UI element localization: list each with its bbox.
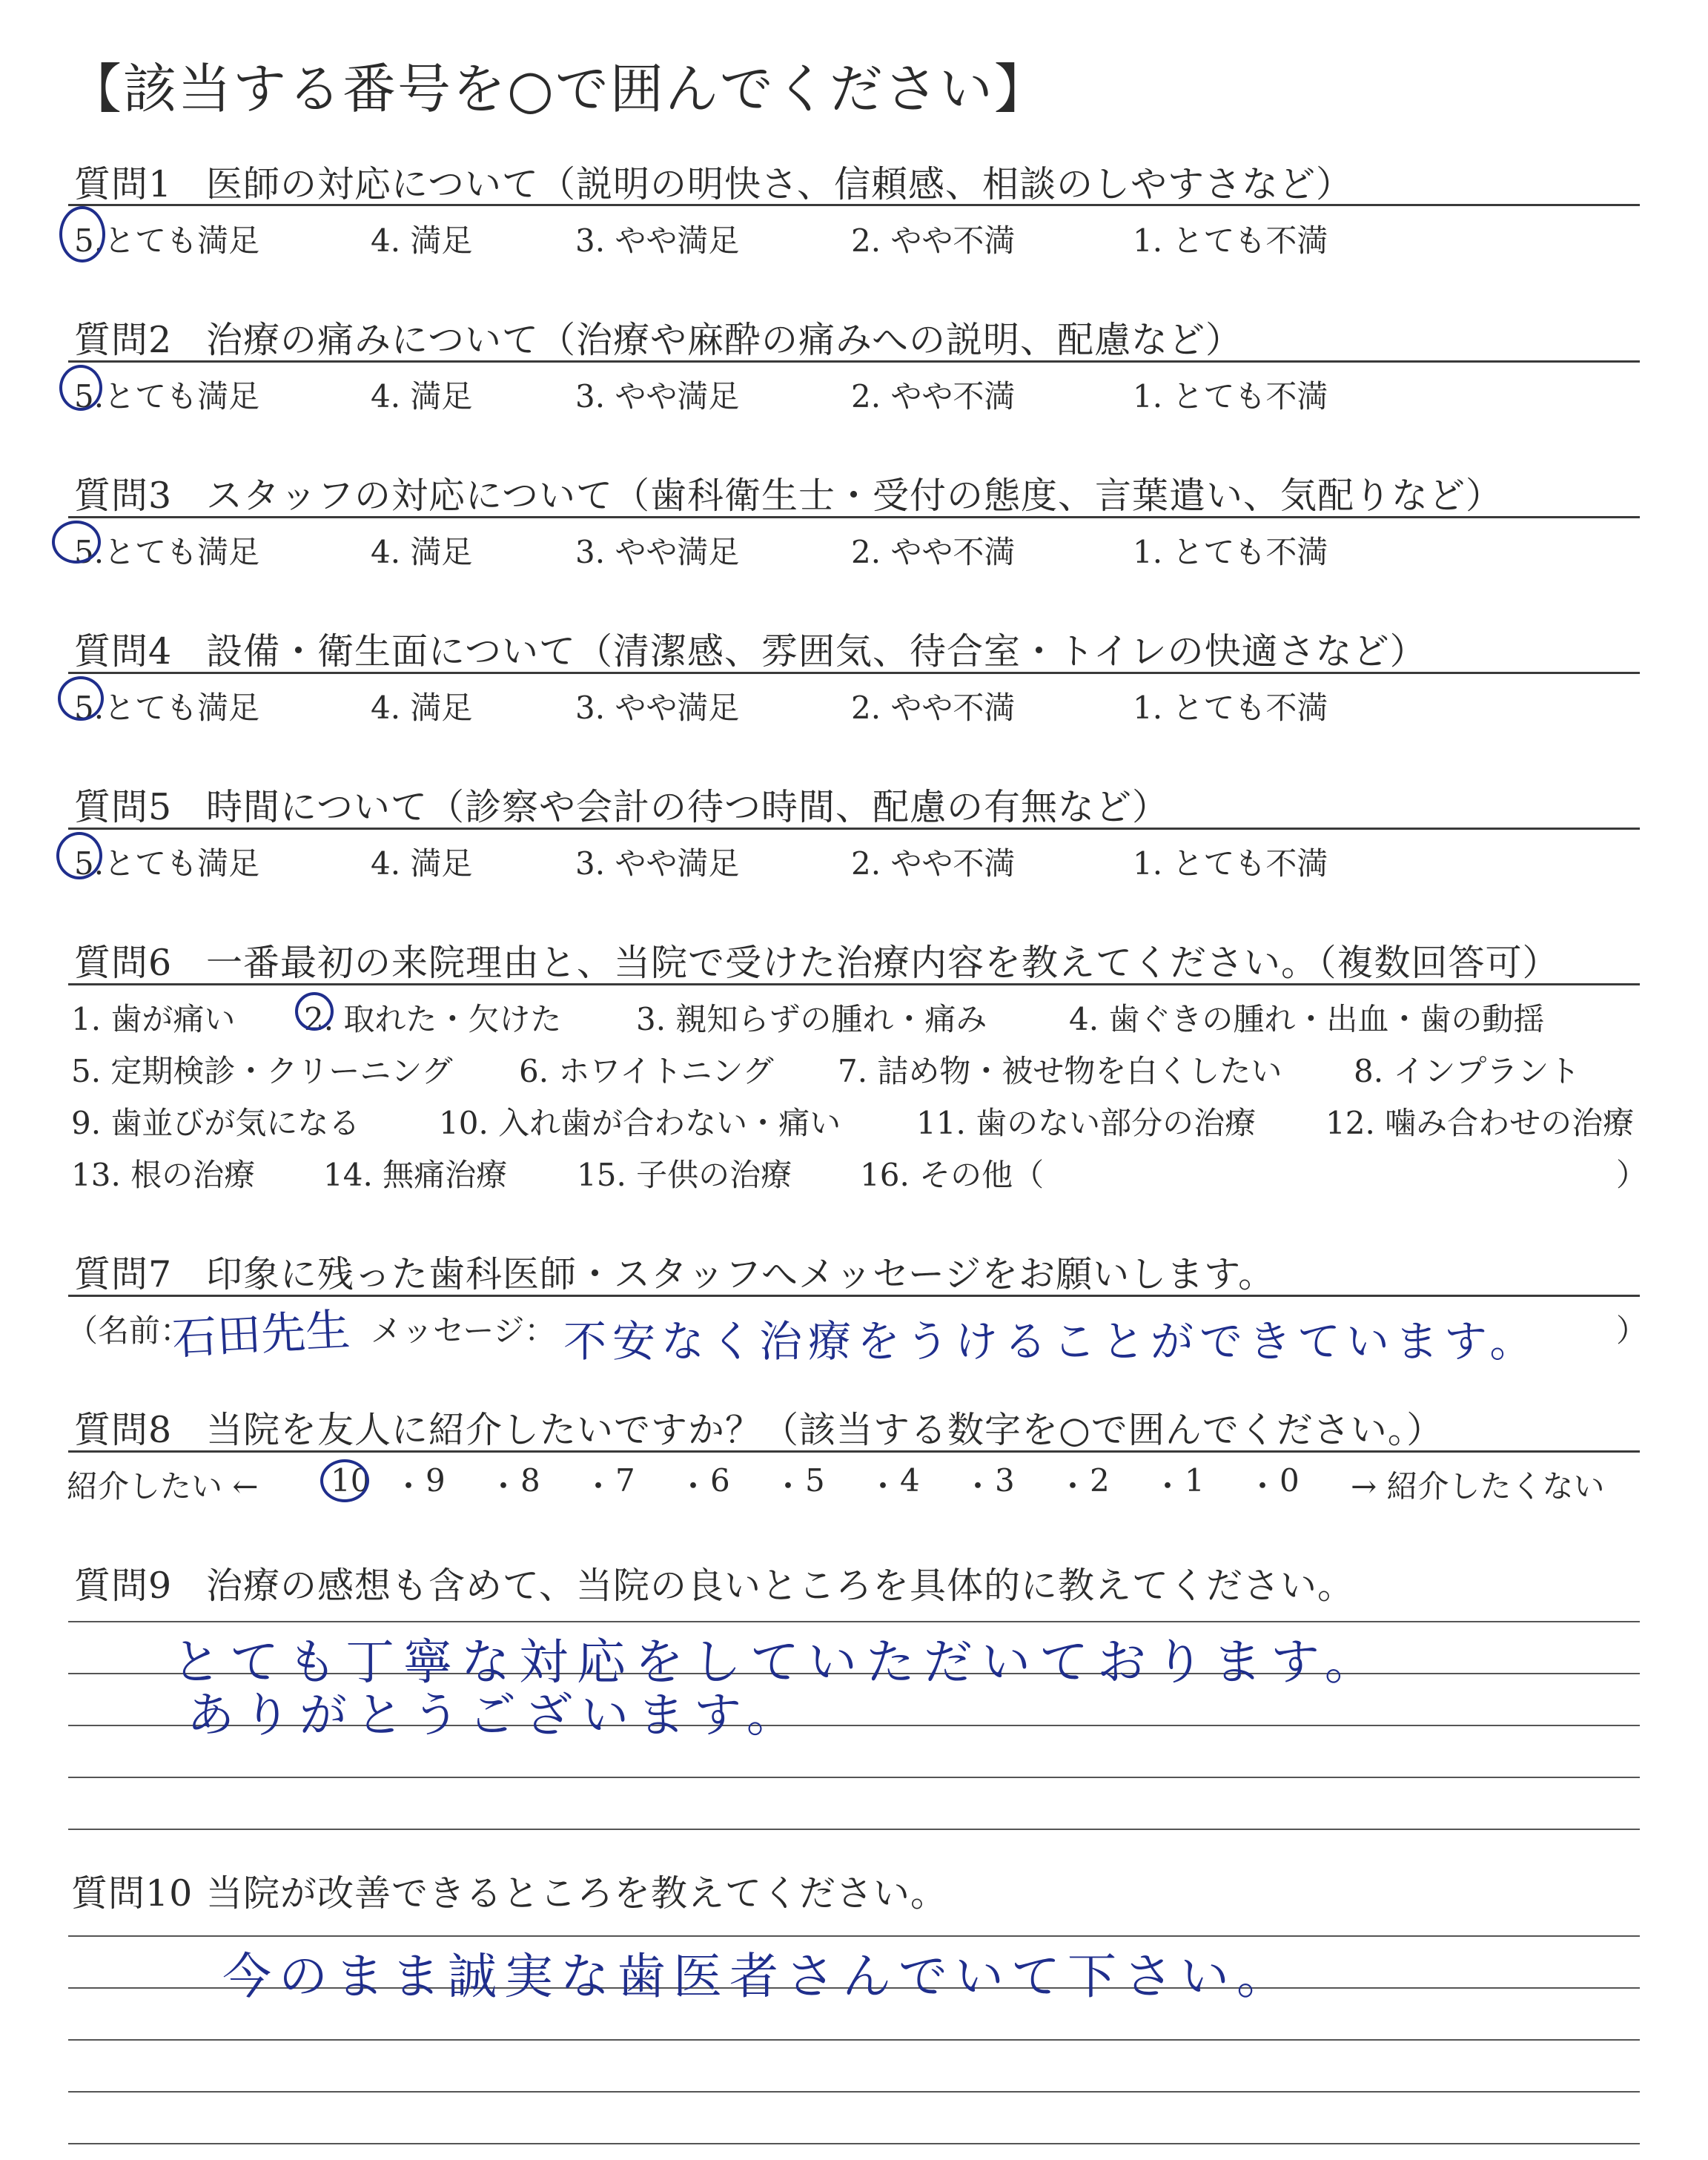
q8-scale-separator: ・ (1057, 1468, 1089, 1505)
q6-item-12[interactable]: 12. 噛み合わせの治療 (1325, 1105, 1635, 1141)
q1-option-4[interactable]: 4. 満足 (371, 222, 473, 259)
q6-item-2[interactable]: 2. 取れた・欠けた (304, 1001, 562, 1037)
question-9-text: 治療の感想も含めて、当院の良いところを具体的に教えてください。 (206, 1565, 1355, 1607)
q1-option-2[interactable]: 2. やや不満 (851, 222, 1016, 259)
q10-handwritten-line-1[interactable]: 今のまま誠実な歯医者さんでいて下さい。 (222, 1948, 1293, 2005)
q4-option-3[interactable]: 3. やや満足 (575, 690, 740, 726)
q8-scale-separator: ・ (1152, 1468, 1184, 1505)
q4-option-2[interactable]: 2. やや不満 (851, 690, 1016, 726)
q8-right-label: → 紹介したくない (1351, 1468, 1605, 1505)
q8-scale-8[interactable]: 8 (520, 1462, 540, 1499)
q2-option-4[interactable]: 4. 満足 (371, 378, 473, 415)
question-6-rule (68, 983, 1640, 985)
question-4-text: 設備・衛生面について（清潔感、雰囲気、待合室・トイレの快適さなど） (206, 630, 1427, 673)
q5-option-1[interactable]: 1. とても不満 (1133, 845, 1328, 882)
q6-item-9[interactable]: 9. 歯並びが気になる (71, 1105, 360, 1141)
q7-name-handwritten[interactable]: 石田先生 (171, 1304, 351, 1366)
q5-option-3[interactable]: 3. やや満足 (575, 845, 740, 882)
q3-option-2[interactable]: 2. やや不満 (851, 534, 1016, 570)
q2-option-1[interactable]: 1. とても不満 (1133, 378, 1328, 415)
q6-item-15[interactable]: 15. 子供の治療 (577, 1157, 792, 1193)
q1-selection-circle (59, 206, 105, 262)
q1-option-1[interactable]: 1. とても不満 (1133, 222, 1328, 259)
question-1-rule (68, 204, 1640, 206)
page-title: 【該当する番号を○で囲んでください】 (68, 58, 1049, 120)
q5-option-2[interactable]: 2. やや不満 (851, 845, 1016, 882)
question-1-text: 医師の対応について（説明の明快さ、信頼感、相談のしやすさなど） (206, 163, 1354, 205)
q8-scale-6[interactable]: 6 (710, 1462, 730, 1499)
q9-line-5 (68, 1829, 1640, 1830)
question-9-label: 質問9 (74, 1565, 173, 1607)
q8-scale-2[interactable]: 2 (1090, 1462, 1110, 1499)
question-4-rule (68, 672, 1640, 674)
q8-scale-5[interactable]: 5 (805, 1462, 825, 1499)
q8-scale-4[interactable]: 4 (900, 1462, 920, 1499)
q8-scale-separator: ・ (1247, 1468, 1279, 1505)
q8-scale-separator: ・ (867, 1468, 899, 1505)
q4-option-5[interactable]: 5.とても満足 (74, 690, 260, 726)
q3-selection-circle (52, 521, 101, 564)
q5-option-5[interactable]: 5.とても満足 (74, 845, 260, 882)
q3-option-3[interactable]: 3. やや満足 (575, 534, 740, 570)
q6-item-3[interactable]: 3. 親知らずの腫れ・痛み (636, 1001, 987, 1037)
question-6-label: 質問6 (74, 942, 173, 984)
q8-left-label: 紹介したい ← (67, 1468, 259, 1505)
q8-scale-0[interactable]: 0 (1280, 1462, 1300, 1499)
q9-handwritten-line-2[interactable]: ありがとうございます。 (187, 1688, 803, 1743)
q8-scale-3[interactable]: 3 (995, 1462, 1015, 1499)
q8-scale-9[interactable]: 9 (426, 1462, 446, 1499)
q6-selection-circle (295, 992, 334, 1031)
question-6-text: 一番最初の来院理由と、当院で受けた治療内容を教えてください。（複数回答可） (206, 942, 1560, 984)
question-1-label: 質問1 (74, 163, 173, 205)
q8-scale-separator: ・ (393, 1468, 425, 1505)
question-7-text: 印象に残った歯科医師・スタッフへメッセージをお願いします。 (206, 1253, 1276, 1295)
q3-option-5[interactable]: 5.とても満足 (74, 534, 260, 570)
q3-option-1[interactable]: 1. とても不満 (1133, 534, 1328, 570)
q8-selection-circle (320, 1459, 369, 1502)
question-10-text: 当院が改善できるところを教えてください。 (206, 1872, 948, 1915)
q5-option-4[interactable]: 4. 満足 (371, 845, 473, 882)
q6-item-13[interactable]: 13. 根の治療 (71, 1157, 256, 1193)
question-2-label: 質問2 (74, 319, 173, 361)
q8-scale-7[interactable]: 7 (615, 1462, 635, 1499)
question-5-rule (68, 828, 1640, 830)
q8-scale-separator: ・ (678, 1468, 709, 1505)
q1-option-5[interactable]: 5.とても満足 (74, 222, 260, 259)
q3-option-4[interactable]: 4. 満足 (371, 534, 473, 570)
question-3-text: スタッフの対応について（歯科衛生士・受付の態度、言葉遣い、気配りなど） (206, 475, 1503, 517)
q6-item-8[interactable]: 8. インプラント (1354, 1053, 1580, 1089)
q7-close: ） (1616, 1312, 1648, 1349)
q8-scale-1[interactable]: 1 (1185, 1462, 1205, 1499)
question-4-label: 質問4 (74, 630, 173, 673)
question-5-text: 時間について（診察や会計の待つ時間、配慮の有無など） (206, 786, 1170, 828)
q2-selection-circle (59, 365, 102, 411)
q7-message-label: メッセージ： (371, 1312, 556, 1349)
q9-line-4 (68, 1777, 1640, 1778)
q5-selection-circle (56, 832, 102, 879)
q6-item-16[interactable]: 16. その他（ (860, 1157, 1045, 1193)
q2-option-5[interactable]: 5.とても満足 (74, 378, 260, 415)
question-3-rule (68, 516, 1640, 518)
question-10-label: 質問10 (71, 1872, 193, 1915)
q8-scale-separator: ・ (488, 1468, 520, 1505)
q10-line-4 (68, 2091, 1640, 2093)
q10-line-3 (68, 2039, 1640, 2041)
question-8-label: 質問8 (74, 1409, 173, 1451)
q6-item-4[interactable]: 4. 歯ぐきの腫れ・出血・歯の動揺 (1069, 1001, 1545, 1037)
question-2-rule (68, 360, 1640, 363)
q6-other-close: ） (1616, 1157, 1648, 1193)
q8-scale-separator: ・ (962, 1468, 994, 1505)
q7-name-label: （名前： (67, 1312, 192, 1349)
q8-scale-separator: ・ (772, 1468, 804, 1505)
q6-item-10[interactable]: 10. 入れ歯が合わない・痛い (439, 1105, 841, 1141)
question-5-label: 質問5 (74, 786, 173, 828)
q1-option-3[interactable]: 3. やや満足 (575, 222, 740, 259)
q8-scale-10[interactable]: 10 (331, 1462, 371, 1499)
q4-option-1[interactable]: 1. とても不満 (1133, 690, 1328, 726)
q10-line-5 (68, 2143, 1640, 2144)
q6-item-7[interactable]: 7. 詰め物・被せ物を白くしたい (838, 1053, 1282, 1089)
q2-option-3[interactable]: 3. やや満足 (575, 378, 740, 415)
question-8-rule (68, 1450, 1640, 1453)
q6-item-5[interactable]: 5. 定期検診・クリーニング (71, 1053, 453, 1089)
q6-item-11[interactable]: 11. 歯のない部分の治療 (916, 1105, 1257, 1141)
question-2-text: 治療の痛みについて（治療や麻酔の痛みへの説明、配慮など） (206, 319, 1243, 361)
q6-item-1[interactable]: 1. 歯が痛い (71, 1001, 236, 1037)
q6-item-6[interactable]: 6. ホワイトニング (519, 1053, 774, 1089)
q8-scale-separator: ・ (583, 1468, 615, 1505)
q9-handwritten-line-1[interactable]: とても丁寧な対応をしていただいております。 (172, 1634, 1383, 1691)
question-3-label: 質問3 (74, 475, 173, 517)
question-7-label: 質問7 (74, 1253, 173, 1295)
q6-item-14[interactable]: 14. 無痛治療 (323, 1157, 508, 1193)
q4-selection-circle (58, 676, 104, 721)
q7-message-handwritten[interactable]: 不安なく治療をうけることができています。 (563, 1316, 1539, 1367)
q2-option-2[interactable]: 2. やや不満 (851, 378, 1016, 415)
q4-option-4[interactable]: 4. 満足 (371, 690, 473, 726)
question-8-text: 当院を友人に紹介したいですか？（該当する数字を○で囲んでください。） (206, 1409, 1444, 1451)
